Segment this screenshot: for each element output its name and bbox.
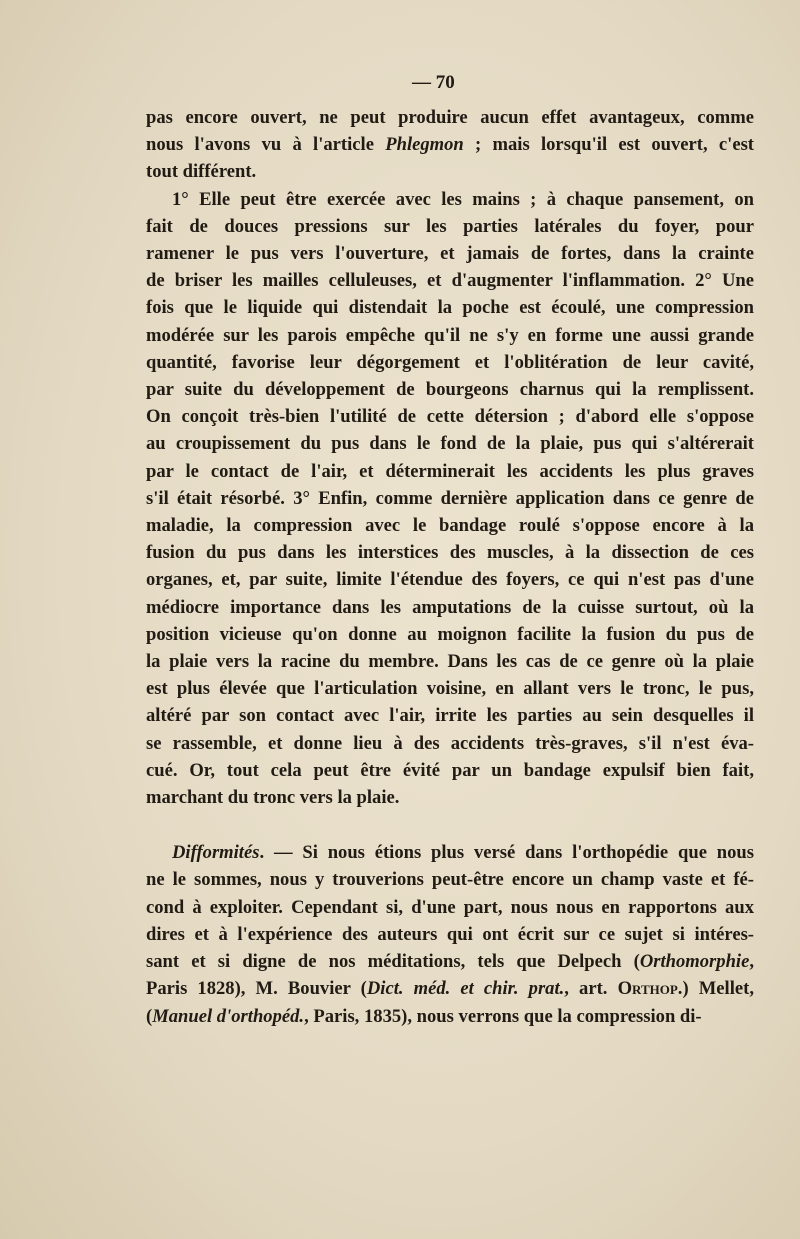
text-line: cué. Or, tout cela peut être évité par un bandage expulsif bien fait, xyxy=(146,759,754,781)
text-line: maladie, la compression avec le bandage roulé s'oppose encore à la xyxy=(146,515,754,537)
text-line: position vicieuse qu'on donne au moignon facilite la fusion du pus de xyxy=(146,623,754,645)
text-line: médiocre importance dans les amputations de la cuisse surtout, où la xyxy=(146,596,754,618)
text-line: se rassemble, et donne lieu à des accidents très-graves, s'il n'est éva- xyxy=(146,732,754,754)
text-line: pas encore ouvert, ne peut produire aucun effet avantageux, comme xyxy=(146,107,754,128)
text-line: quantité, favorise leur dégorgement et l'oblitération de leur cavité, xyxy=(146,351,754,373)
text-line: dires et à l'expérience des auteurs qui ont écrit sur ce sujet si intéres- xyxy=(146,923,754,945)
text-line: 1° Elle peut être exercée avec les mains ; à chaque pansement, on xyxy=(172,188,754,210)
text-line: par suite du développement de bourgeons charnus qui la remplissent. xyxy=(146,379,754,401)
text-line: marchant du tronc vers la plaie. xyxy=(146,787,400,809)
text-line: de briser les mailles celluleuses, et d'augmenter l'inflammation. 2° Une xyxy=(146,270,754,292)
section-gap xyxy=(146,811,754,839)
text-line: fois que le liquide qui distendait la poche est écoulé, une compression xyxy=(146,297,754,319)
paragraph xyxy=(146,839,754,1029)
text-line: altéré par son contact avec l'air, irrite les parties au sein desquelles il xyxy=(146,705,754,727)
text-line: est plus élevée que l'articulation voisine, en allant vers le tronc, le pus, xyxy=(146,678,754,700)
text-line: On conçoit très-bien l'utilité de cette détersion ; d'abord elle s'oppose xyxy=(146,406,754,428)
paragraph xyxy=(146,104,754,186)
text-line: la plaie vers la racine du membre. Dans les cas de ce genre où la plaie xyxy=(146,651,754,673)
text-line: ramener le pus vers l'ouverture, et jamais de fortes, dans la crainte xyxy=(146,243,754,265)
text-line: modérée sur les parois empêche qu'il ne s'y en forme une aussi grande xyxy=(146,324,754,346)
text-line: au croupissement du pus dans le fond de la plaie, pus qui s'altérerait xyxy=(146,433,754,455)
text-line: organes, et, par suite, limite l'étendue des foyers, ce qui n'est pas d'une xyxy=(146,569,754,591)
text-line: fusion du pus dans les interstices des muscles, à la dissection de ces xyxy=(146,542,754,564)
text-line: (Manuel d'orthopéd., Paris, 1835), nous verrons que la compression di- xyxy=(146,1005,702,1027)
body-text xyxy=(146,104,754,1030)
text-line: tout différent. xyxy=(146,161,257,183)
text-line: cond à exploiter. Cependant si, d'une part, nous nous en rapportons aux xyxy=(146,896,754,918)
text-line: s'il était résorbé. 3° Enfin, comme dernière application dans ce genre de xyxy=(146,487,754,509)
text-line: sant et si digne de nos méditations, tels que Delpech (Orthomorphie, xyxy=(146,951,754,973)
text-line: fait de douces pressions sur les parties latérales du foyer, pour xyxy=(146,215,754,237)
text-line: Paris 1828), M. Bouvier (Dict. méd. et chir. prat., art. Orthop.) Mellet, xyxy=(146,978,754,1000)
page-number: — 70 xyxy=(412,72,455,93)
text-line: ne le sommes, nous y trouverions peut-être encore un champ vaste et fé- xyxy=(146,869,754,891)
text-line: nous l'avons vu à l'article Phlegmon ; mais lorsqu'il est ouvert, c'est xyxy=(146,134,754,156)
text-line: Difformités. — Si nous étions plus versé dans l'orthopédie que nous xyxy=(172,842,754,864)
paragraph xyxy=(146,186,754,812)
text-line: par le contact de l'air, et déterminerait les accidents les plus graves xyxy=(146,460,754,482)
